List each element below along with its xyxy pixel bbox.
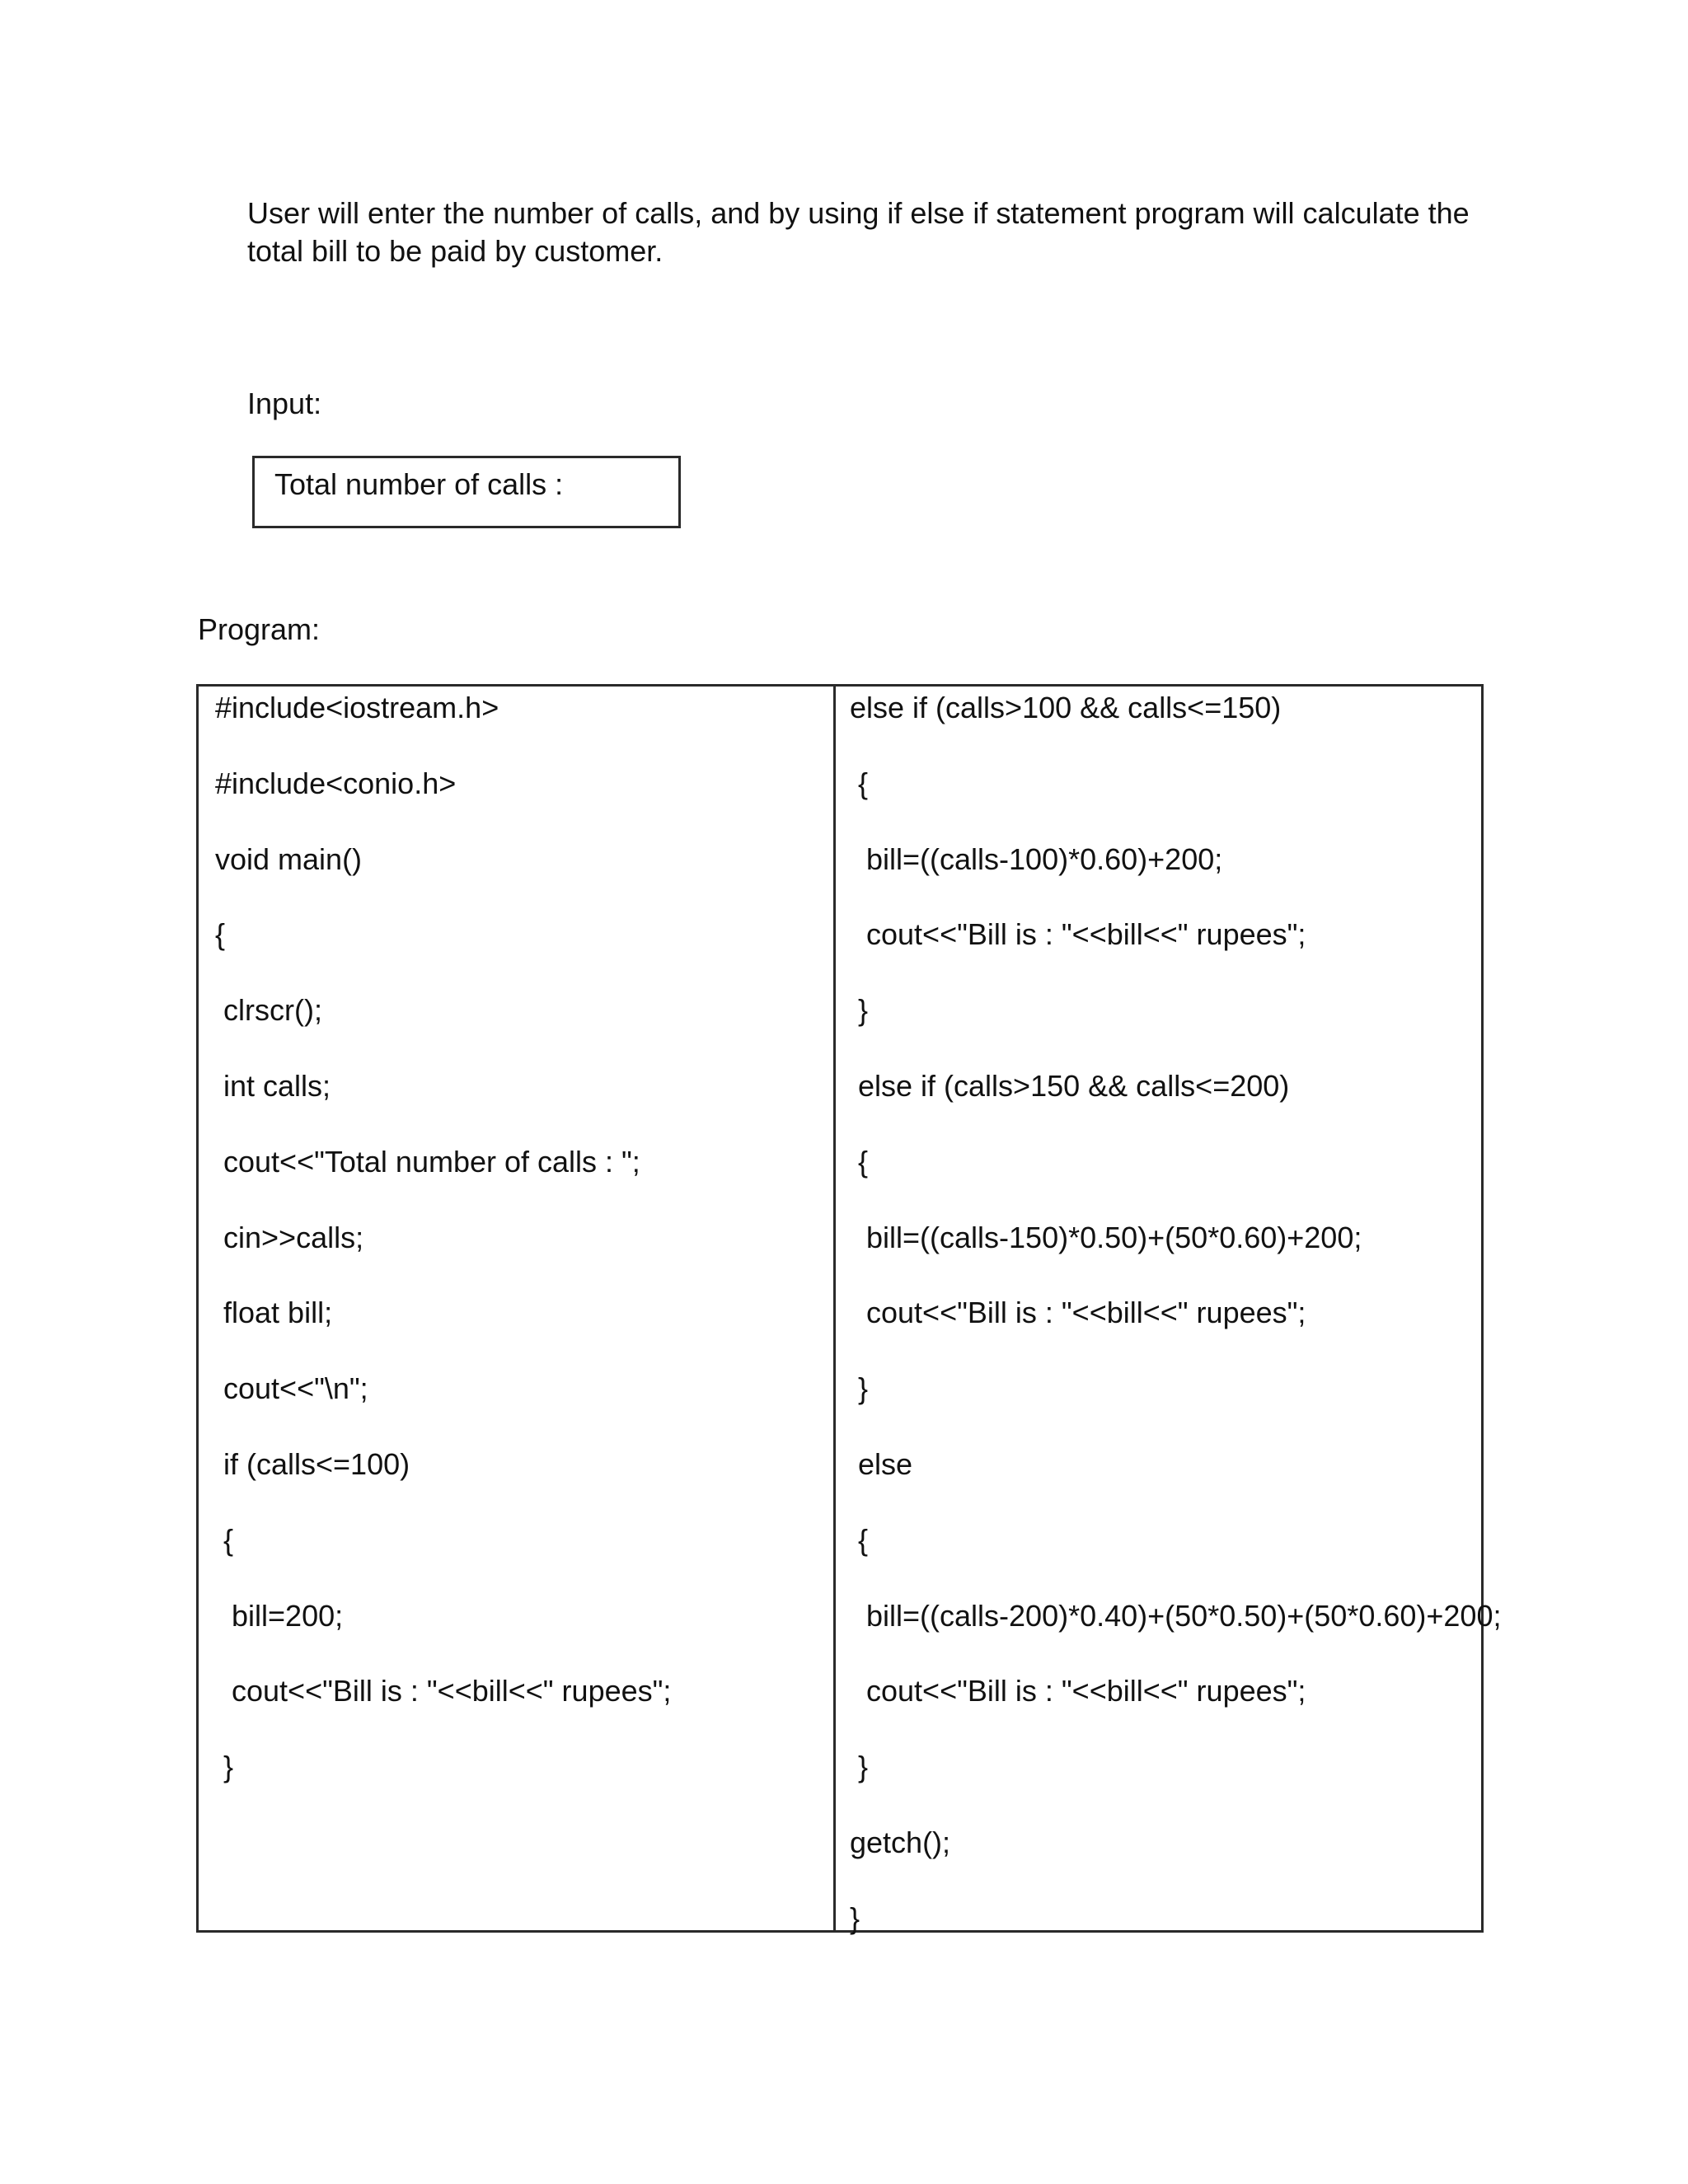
code-line: cin>>calls; [215,1220,364,1254]
code-column-left [199,687,836,1930]
code-line: #include<conio.h> [215,766,457,800]
code-list-right [836,687,1502,1973]
intro-text: User will enter the number of calls, and by using if else if statement program will calculate the total bill to be paid by customer. [247,196,1470,268]
calls-input-box [252,456,681,528]
code-line: { [850,1144,869,1179]
code-line: bill=((calls-150)*0.50)+(50*0.60)+200; [850,1220,1362,1254]
code-line: { [215,917,226,952]
code-line: else [850,1446,913,1481]
code-line: } [850,1900,860,1935]
code-line: { [850,766,869,800]
code-line: #include<iostream.h> [215,691,499,724]
code-line: float bill; [215,1296,333,1330]
code-line: cout<<"\n"; [215,1371,368,1406]
input-heading: Input: [247,387,322,420]
code-line: } [850,1371,869,1406]
code-line: } [850,993,869,1028]
program-code-table [196,684,1502,1935]
code-line: getch(); [850,1825,951,1859]
code-line: cout<<"Bill is : "<<bill<<" rupees"; [850,1674,1306,1708]
code-line: cout<<"Total number of calls : "; [215,1144,640,1179]
calls-input-label: Total number of calls : [274,467,564,501]
code-line: void main() [215,841,363,876]
code-line: if (calls<=100) [215,1446,410,1481]
program-heading: Program: [198,612,321,646]
code-line: clrscr(); [215,993,322,1028]
code-line: } [215,1750,234,1784]
code-column-right [836,687,1502,1935]
code-line: else if (calls>150 && calls<=200) [850,1068,1290,1103]
code-line: int calls; [215,1068,331,1103]
code-line: { [850,1522,869,1557]
code-line: cout<<"Bill is : "<<bill<<" rupees"; [850,1296,1306,1330]
code-line: cout<<"Bill is : "<<bill<<" rupees"; [215,1674,672,1708]
code-line: else if (calls>100 && calls<=150) [850,691,1282,724]
code-list-left [199,687,833,1821]
code-line: cout<<"Bill is : "<<bill<<" rupees"; [850,917,1306,952]
code-line: } [850,1750,869,1784]
code-line: bill=((calls-200)*0.40)+(50*0.50)+(50*0.60)+200; [850,1598,1502,1633]
code-line: bill=((calls-100)*0.60)+200; [850,841,1223,876]
code-line: bill=200; [215,1598,344,1633]
code-line: { [215,1522,234,1557]
